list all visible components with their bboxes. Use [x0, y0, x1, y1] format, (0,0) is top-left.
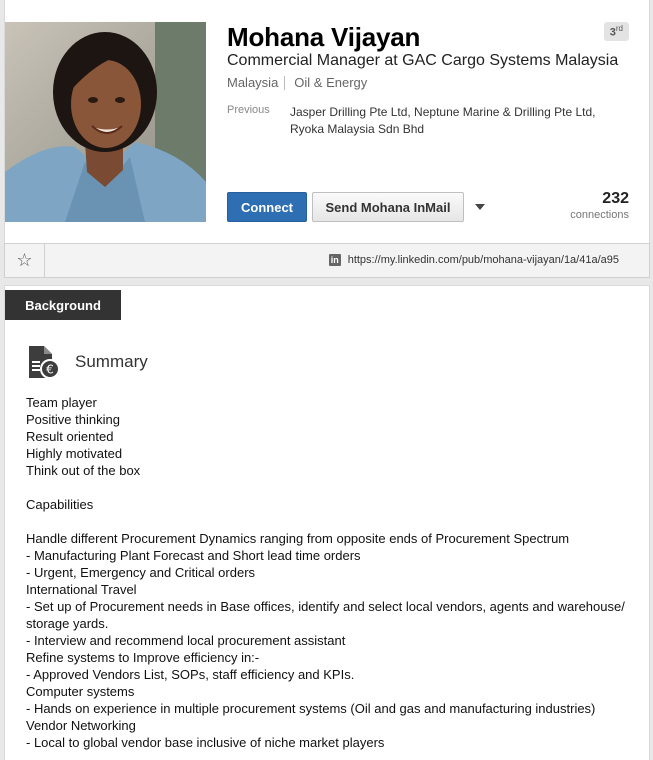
profile-top-card — [4, 0, 650, 243]
profile-location[interactable]: Malaysia — [227, 75, 279, 90]
profile-industry[interactable]: Oil & Energy — [294, 75, 368, 90]
profile-meta — [227, 75, 367, 90]
summary-line: - Local to global vendor base inclusive of niche market players — [26, 735, 385, 750]
connection-degree-suffix: rd — [615, 24, 623, 33]
summary-body — [26, 394, 636, 751]
background-tab[interactable]: Background — [5, 290, 121, 320]
svg-text:€: € — [46, 362, 54, 377]
meta-divider — [284, 76, 285, 90]
connect-button[interactable]: Connect — [227, 192, 307, 222]
profile-photo[interactable] — [5, 22, 206, 222]
public-profile-url[interactable] — [329, 254, 619, 266]
more-actions-caret-icon[interactable] — [475, 204, 485, 210]
summary-line: - Urgent, Emergency and Critical orders — [26, 565, 256, 580]
connection-degree-number: 3 — [609, 26, 616, 39]
summary-line: - Approved Vendors List, SOPs, staff efficiency and KPIs. — [26, 667, 355, 682]
summary-line: Vendor Networking — [26, 718, 136, 733]
summary-line: Handle different Procurement Dynamics ranging from opposite ends of Procurement Spectrum — [26, 531, 570, 546]
summary-line: Think out of the box — [26, 463, 141, 478]
connections-count: 232 — [602, 190, 629, 207]
summary-line: Positive thinking — [26, 412, 120, 427]
profile-headline: Commercial Manager at GAC Cargo Systems Malaysia — [227, 52, 619, 69]
summary-document-icon — [26, 344, 60, 380]
summary-line — [26, 479, 636, 496]
linkedin-icon: in — [330, 255, 339, 265]
previous-label: Previous — [227, 104, 270, 116]
summary-line: International Travel — [26, 582, 137, 597]
summary-line: - Manufacturing Plant Forecast and Short lead time orders — [26, 548, 361, 563]
summary-line: Team player — [26, 395, 97, 410]
summary-line: storage yards. — [26, 616, 109, 631]
star-icon[interactable]: ☆ — [5, 244, 45, 277]
summary-line: Highly motivated — [26, 446, 123, 461]
summary-line: Refine systems to Improve efficiency in:- — [26, 650, 260, 665]
background-section — [4, 285, 650, 760]
summary-line — [26, 513, 636, 530]
previous-companies[interactable]: Jasper Drilling Pte Ltd, Neptune Marine & Drilling Pte Ltd, Ryoka Malaysia Sdn Bhd — [290, 105, 596, 136]
summary-line: Result oriented — [26, 429, 114, 444]
summary-line: Capabilities — [26, 497, 94, 512]
profile-name: Mohana Vijayan — [227, 22, 421, 52]
profile-url-text[interactable]: https://my.linkedin.com/pub/mohana-vijayan/1a/41a/a95 — [347, 254, 619, 266]
summary-line: - Interview and recommend local procurement assistant — [26, 633, 346, 648]
connections-label: connections — [570, 209, 629, 221]
public-profile-url-bar — [4, 243, 650, 278]
summary-line: - Set up of Procurement needs in Base offices, identify and select local vendors, agents and warehouse/ — [26, 599, 625, 614]
connection-degree-badge — [604, 22, 629, 41]
summary-title: Summary — [75, 352, 148, 371]
send-inmail-button[interactable]: Send Mohana InMail — [312, 192, 464, 222]
summary-line: Computer systems — [26, 684, 135, 699]
summary-line: - Hands on experience in multiple procurement systems (Oil and gas and manufacturing industries) — [26, 701, 596, 716]
